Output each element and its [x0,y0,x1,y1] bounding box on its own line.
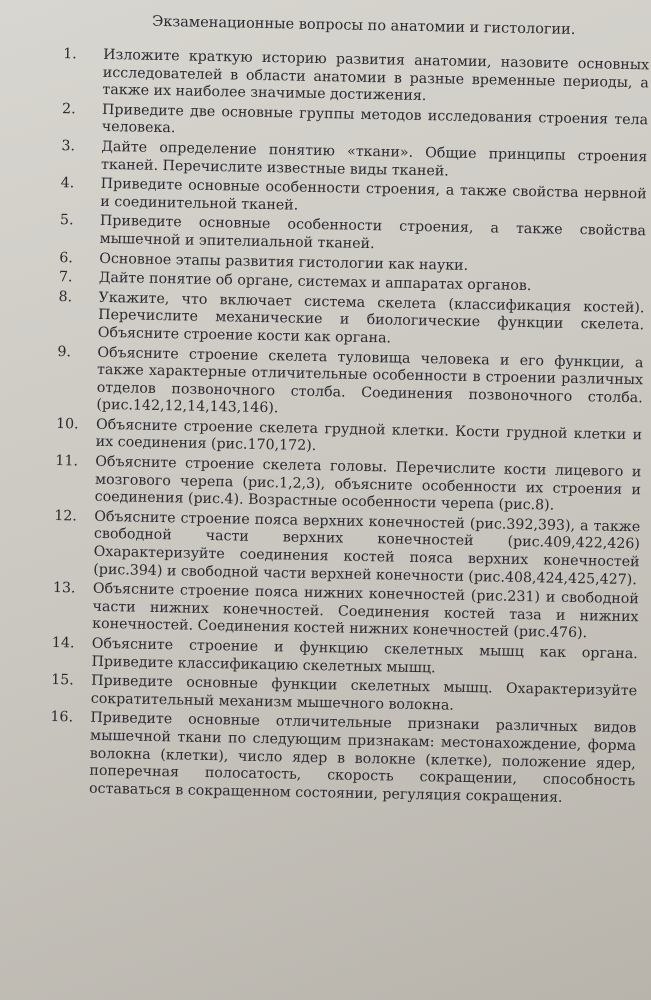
question-number: 7. [58,269,73,286]
question-number: 4. [60,175,75,192]
question-text: Изложите краткую историю развития анатомии, назовите основных исследователей в области анатомии в разные временные периоды, а также их наиболее значимые достижения. [102,46,650,105]
question-number: 1. [63,46,77,63]
question-text: Укажите, что включает система скелета (классификация костей). Перечислите механические и биологические функции скелета. Объясните строение кости как органа. [97,289,645,347]
question-item [52,289,645,353]
question-list [43,46,649,809]
question-number: 14. [51,635,75,652]
question-text: Объясните строение скелета туловища человека и его функции, а также характерные отличительные особенности в строении различных отделов позвоночного столба. Соединения позвоночного столба. (рис.142,12,14,143,146). [96,344,644,417]
question-text: Приведите основные отличительные признаки различных видов мышечной ткани по следующим признакам: местонахождение, форма волокна (клетки), число ядер в волокне (клетке), положение ядер, поперечная полосатость, скорость сокращении, способность оставаться в сокращенном состоянии, регуляция сокращения. [88,710,637,806]
question-item [43,709,637,808]
question-text: Приведите основные функции скелетных мышц. Охарактеризуйте сократительный механизм мышечного волокна. [90,672,638,714]
question-number: 9. [57,343,72,360]
question-number: 15. [51,672,74,689]
question-text: Объясните строение и функцию скелетных мышц как органа. Приведите классификацию скелетных мышц. [91,635,638,676]
document-title: Экзаменационные вопросы по анатомии и гистологии. [152,13,576,38]
question-number: 6. [59,249,73,266]
question-number: 16. [50,709,74,726]
question-number: 3. [61,138,76,155]
question-text: Приведите две основные группы методов исследования строения тела человека. [101,101,649,137]
question-number: 5. [59,212,74,229]
document-body [43,12,650,811]
question-number: 11. [55,453,79,470]
question-item [47,508,640,590]
question-item [50,343,643,425]
question-number: 8. [58,288,73,306]
question-item [56,46,649,110]
question-item [49,453,642,517]
question-text: Объясните строение скелета головы. Перечислите кости лицевого и мозгового черепа (рис.1,2,3), объясните особенности их строения и соединения (рис.4). Возрастные особенности черепа (рис.8). [94,453,642,514]
question-text: Основное этапы развития гистологии как науки. [99,250,469,274]
question-text: Объясните строение пояса нижних конечностей (рис.231) и свободной части нижних конечностей. Соединения костей таза и нижних конечностей. Соединения костей нижних конечностей (рис.476). [92,580,639,642]
question-number: 2. [61,100,76,118]
question-text: Дайте понятие об органе, системах и аппаратах органов. [98,269,532,295]
question-text: Приведите основные особенности строения, а также свойства мышечной и эпителиальной тканей. [99,213,647,253]
question-number: 10. [55,415,79,433]
question-number: 12. [54,507,78,525]
question-text: Объясните строение скелета грудной клетки. Кости грудной клетки и их соединения (рис.170,172). [95,416,643,455]
question-text: Дайте определение понятию «ткани». Общие принципы строения тканей. Перечислите известные виды тканей. [100,138,648,180]
question-text: Объясните строение пояса верхних конечностей (рис.392,393), а также свободной части верхних конечностей (рис.409,422,426) Охарактеризуйте соединения костей пояса верхних конечностей (рис.394) и свободной части верхней конечности (рис.408,424,425,427). [93,508,641,588]
question-item [46,580,639,644]
question-text: Приведите основные особенности строения, а также свойства нервной и соединительной тканей. [100,176,647,214]
question-number: 13. [52,580,76,597]
